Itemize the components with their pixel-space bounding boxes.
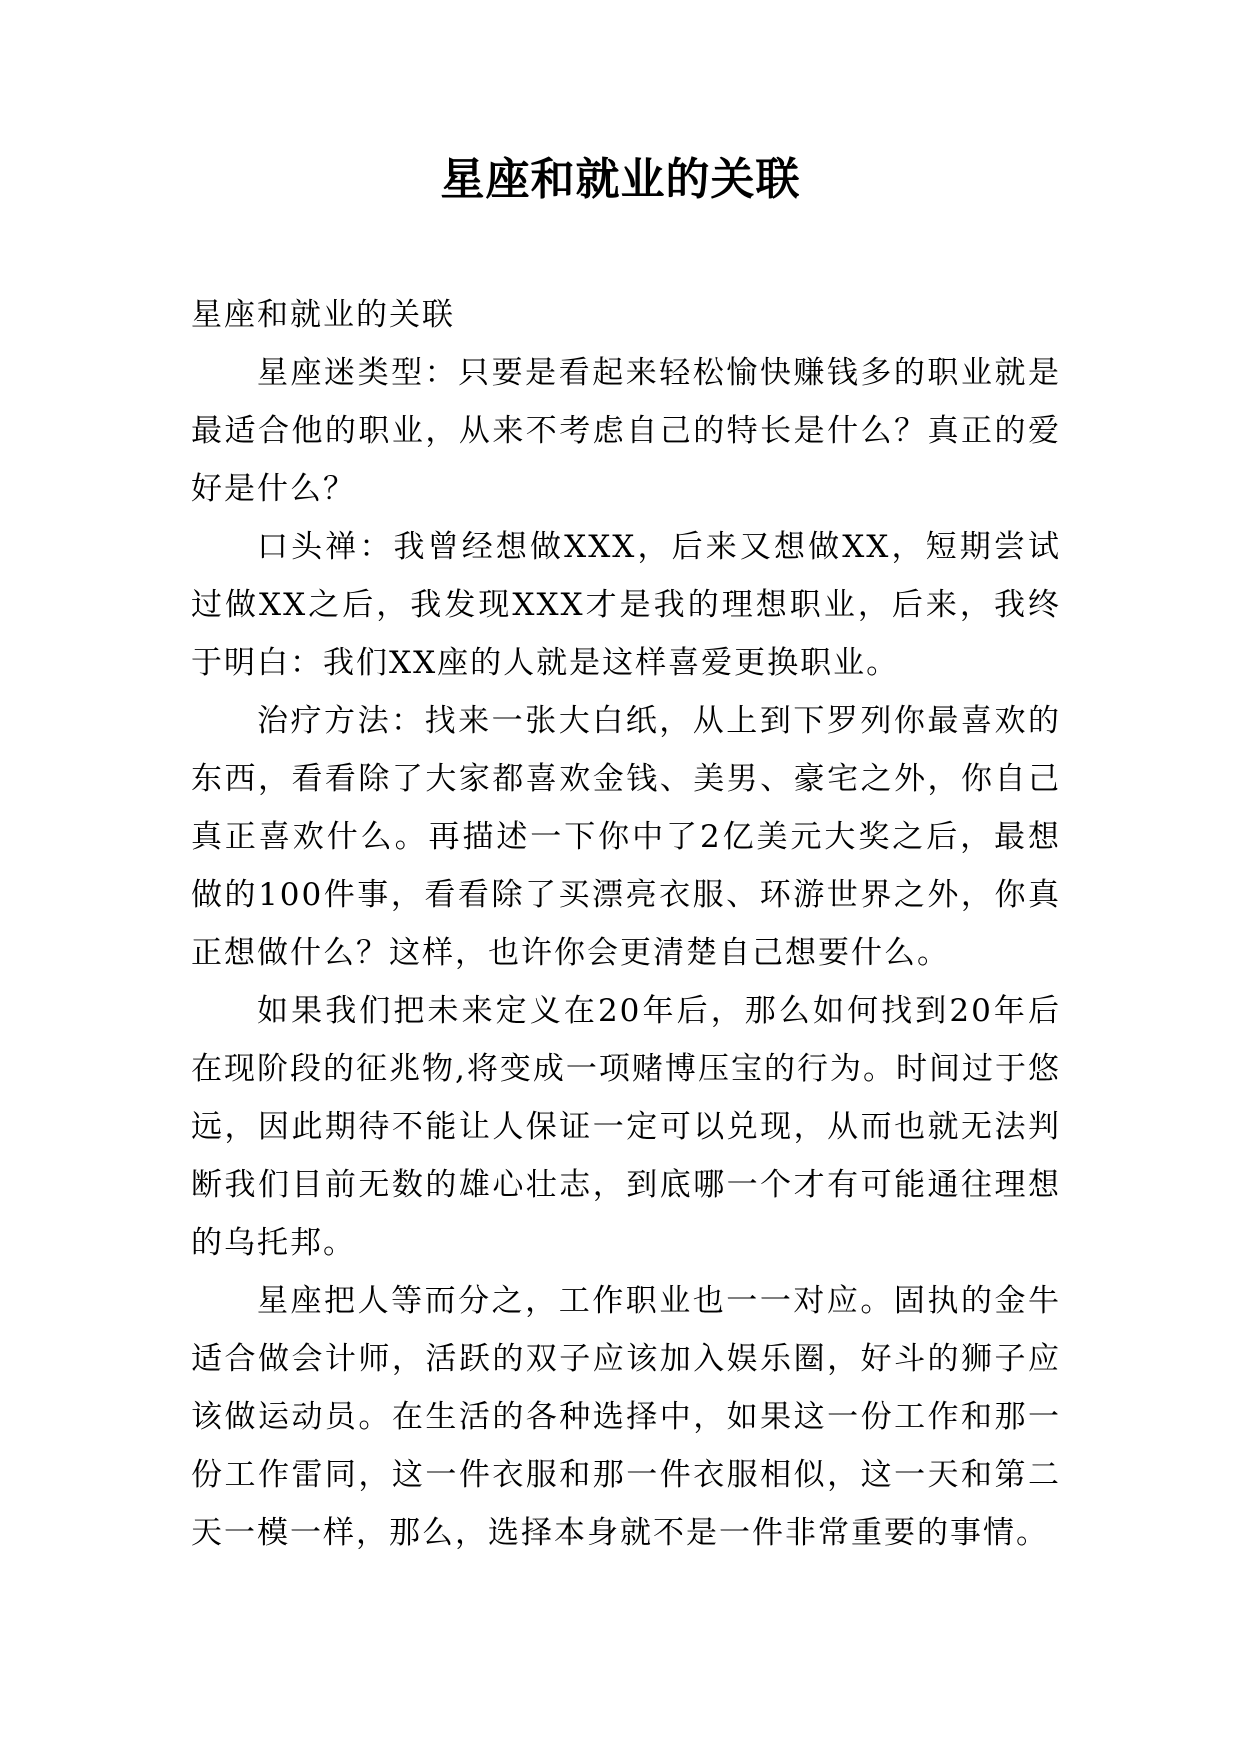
paragraph-treatment: 治疗方法：找来一张大白纸，从上到下罗列你最喜欢的东西，看看除了大家都喜欢金钱、美男、豪宅之外，你自己真正喜欢什么。再描述一下你中了2亿美元大奖之后，最想做的100件事，看看除了买漂亮衣服、环游世界之外，你真正想做什么？这样，也许你会更清楚自己想要什么。	[191, 703, 1061, 971]
document-body	[191, 286, 1061, 1562]
paragraph-zodiac-jobs: 星座把人等而分之，工作职业也一一对应。固执的金牛适合做会计师，活跃的双子应该加入娱乐圈，好斗的狮子应该做运动员。在生活的各种选择中，如果这一份工作和那一份工作雷同，这一件衣服和那一件衣服相似，这一天和第二天一模一样，那么，选择本身就不是一件非常重要的事情。	[191, 1283, 1061, 1551]
paragraph-fan-type: 星座迷类型：只要是看起来轻松愉快赚钱多的职业就是最适合他的职业，从来不考虑自己的特长是什么？真正的爱好是什么？	[191, 355, 1061, 507]
paragraph-future: 如果我们把未来定义在20年后，那么如何找到20年后在现阶段的征兆物,将变成一项赌博压宝的行为。时间过于悠远，因此期待不能让人保证一定可以兑现，从而也就无法判断我们目前无数的雄心壮志，到底哪一个才有可能通往理想的乌托邦。	[191, 993, 1061, 1261]
subtitle-paragraph: 星座和就业的关联	[191, 297, 455, 333]
paragraph-catchphrase: 口头禅：我曾经想做XXX，后来又想做XX，短期尝试过做XX之后，我发现XXX才是我的理想职业，后来，我终于明白：我们XX座的人就是这样喜爱更换职业。	[191, 529, 1061, 681]
document-title: 星座和就业的关联	[440, 154, 801, 205]
